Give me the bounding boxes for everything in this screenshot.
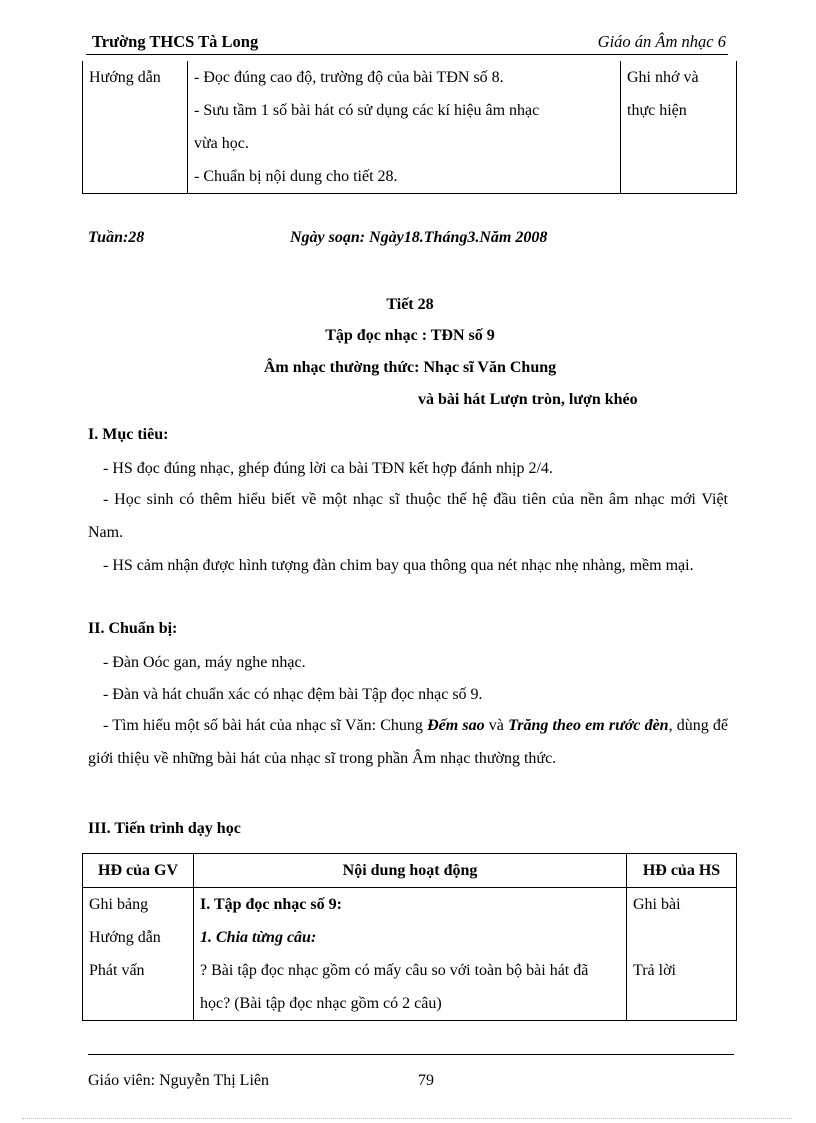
page-edge	[22, 1118, 792, 1119]
gv-line: Phát vấn	[89, 962, 145, 979]
process-heading: III. Tiến trình dạy học	[88, 820, 241, 837]
content-question: ? Bài tập đọc nhạc gồm có mấy câu so với toàn bộ bài hát đã học? (Bài tập đọc nhạc gồm có 2 câu)	[200, 962, 589, 1012]
table-cell-hs	[621, 61, 737, 194]
hs-line: thực hiện	[627, 102, 687, 119]
table-row	[83, 888, 737, 1021]
hs-line: Trả lời	[633, 962, 676, 979]
goal-item: - HS cảm nhận được hình tượng đàn chim bay qua thông qua nét nhạc nhẹ nhàng, mềm mại.	[103, 557, 694, 574]
lesson-subtitle: Âm nhạc thường thức: Nhạc sĩ Văn Chung	[263, 359, 557, 376]
footer-divider	[88, 1054, 734, 1055]
table-cell-content	[188, 61, 621, 194]
prep-heading: II. Chuẩn bị:	[88, 620, 178, 637]
gv-text: Hướng dẫn	[89, 69, 161, 86]
content-subtitle: 1. Chia từng câu:	[200, 929, 317, 946]
prep-item: - Đàn Oóc gan, máy nghe nhạc.	[103, 654, 306, 671]
table-cell-content	[194, 888, 627, 1021]
hs-line: Ghi bài	[633, 896, 681, 913]
prep-text: - Tìm hiểu một số bài hát của nhạc sĩ Văn: Chung	[103, 717, 428, 734]
prep-text: , dùng để giới thiệu về những bài hát của nhạc sĩ trong phần Âm nhạc thường thức.	[88, 717, 729, 767]
subject-name: Giáo án Âm nhạc 6	[597, 32, 726, 51]
header-hs: HĐ của HS	[627, 854, 737, 888]
hs-line: Ghi nhớ và	[627, 69, 699, 86]
prep-text: và	[484, 717, 509, 734]
top-activity-table	[82, 61, 737, 194]
table-header-row	[83, 854, 737, 888]
goal-item: - Học sinh có thêm hiểu biết về một nhạc sĩ thuộc thế hệ đầu tiên của nền âm nhạc mới Việt Nam.	[88, 491, 728, 541]
page-header	[86, 28, 728, 55]
lesson-activity-table	[82, 853, 737, 1021]
content-line: - Chuẩn bị nội dung cho tiết 28.	[194, 168, 398, 185]
content-title: I. Tập đọc nhạc số 9:	[200, 896, 342, 913]
lesson-title: Tập đọc nhạc : TĐN số 9	[325, 327, 495, 344]
prep-item: - Đàn và hát chuẩn xác có nhạc đệm bài Tập đọc nhạc số 9.	[103, 686, 483, 703]
table-cell-hs	[627, 888, 737, 1021]
table-cell-gv	[83, 61, 188, 194]
lesson-number: Tiết 28	[386, 296, 434, 313]
goals-heading: I. Mục tiêu:	[88, 426, 169, 443]
song-title: Đếm sao	[427, 717, 485, 734]
content-line: - Đọc đúng cao độ, trường độ của bài TĐN số 8.	[194, 69, 504, 86]
prep-item	[88, 709, 728, 775]
header-content: Nội dung hoạt động	[194, 854, 627, 888]
table-row	[83, 61, 737, 194]
song-title: Trăng theo em rước đèn	[508, 717, 669, 734]
teacher-name: Giáo viên: Nguyễn Thị Liên	[88, 1072, 269, 1089]
lesson-subtitle-cont: và bài hát Lượn tròn, lượn khéo	[418, 391, 638, 408]
hs-line	[633, 921, 730, 954]
content-line: - Sưu tầm 1 số bài hát có sử dụng các kí hiệu âm nhạc	[194, 102, 540, 119]
gv-line: Hướng dẫn	[89, 929, 161, 946]
gv-line: Ghi bảng	[89, 896, 149, 913]
school-name: Trường THCS Tà Long	[92, 32, 259, 51]
table-cell-gv	[83, 888, 194, 1021]
week-label: Tuần:28	[88, 229, 145, 246]
content-line: vừa học.	[194, 135, 249, 152]
header-gv: HĐ của GV	[83, 854, 194, 888]
page-number: 79	[418, 1072, 434, 1089]
goal-item: - HS đọc đúng nhạc, ghép đúng lời ca bài TĐN kết hợp đánh nhịp 2/4.	[103, 460, 553, 477]
date-label: Ngày soạn: Ngày18.Tháng3.Năm 2008	[290, 229, 548, 246]
